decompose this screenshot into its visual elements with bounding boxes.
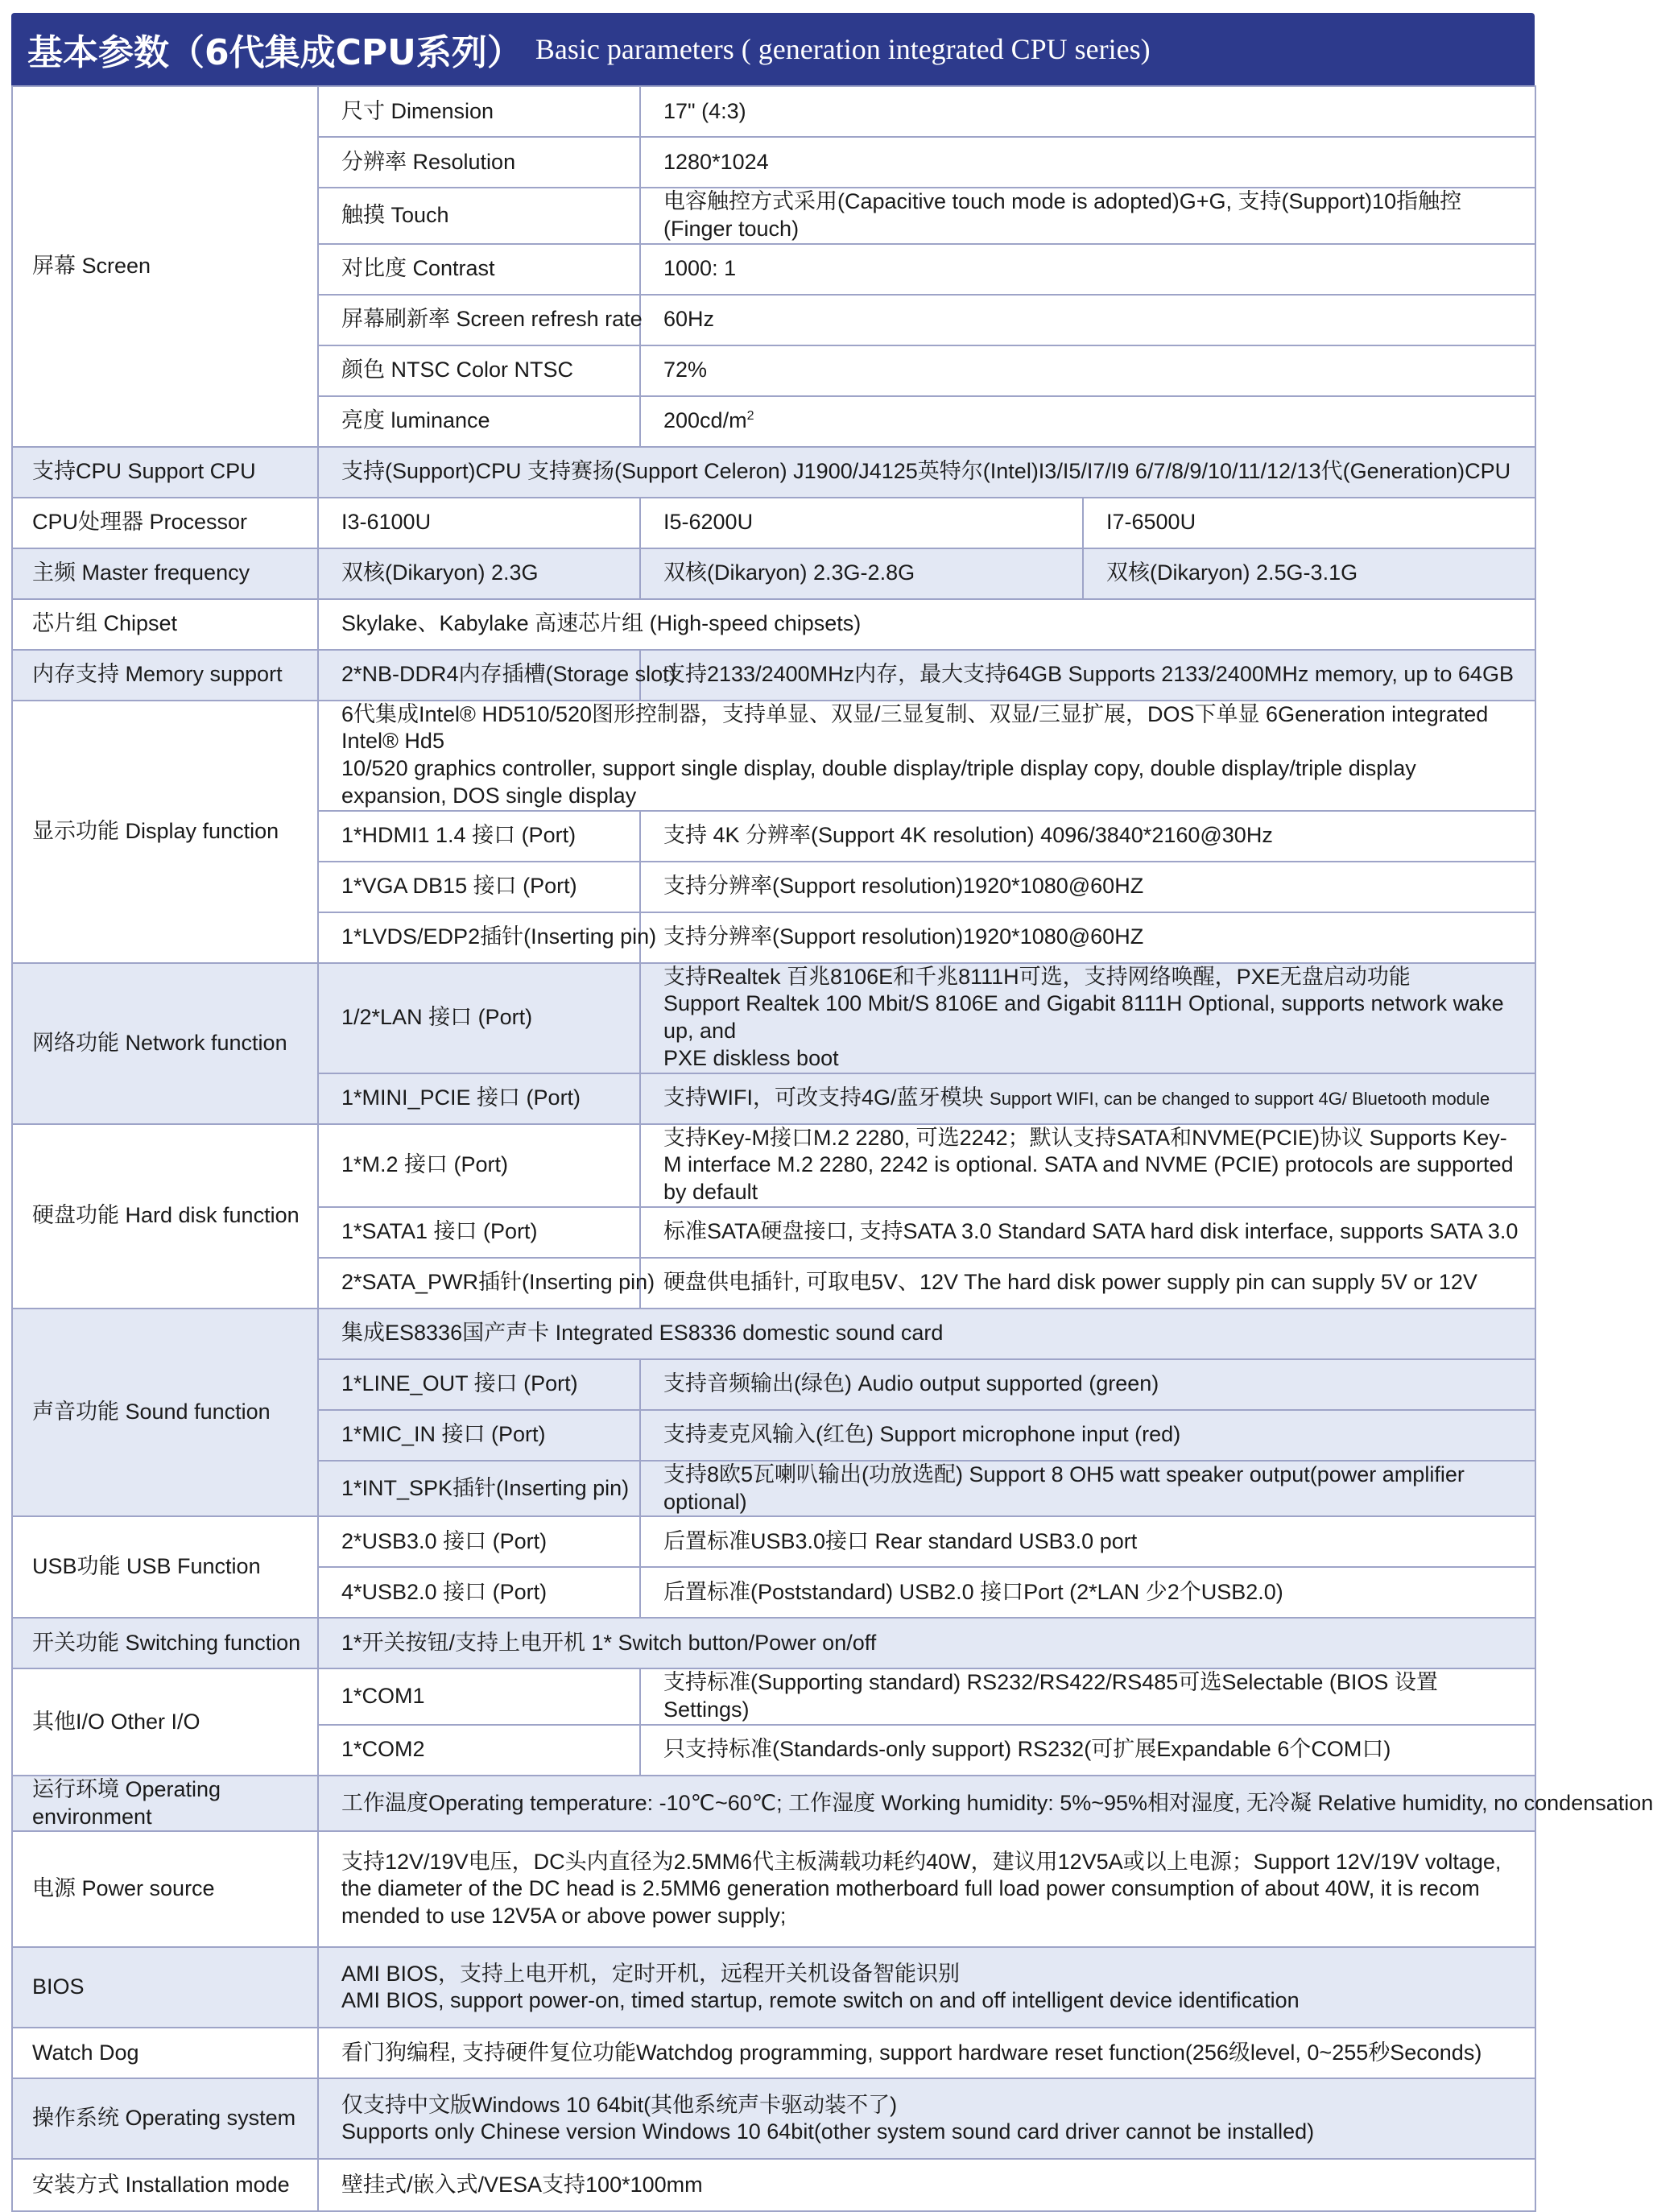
spk-value: 支持8欧5瓦喇叭输出(功放选配) Support 8 OH5 watt speaker output(power amplifier optional) bbox=[640, 1461, 1535, 1517]
sound-card: 集成ES8336国产声卡 Integrated ES8336 domestic sound card bbox=[318, 1309, 1535, 1359]
bios-value-line: AMI BIOS，支持上电开机，定时开机，远程开关机设备智能识别 bbox=[341, 1961, 961, 1986]
table-row bbox=[12, 2159, 1535, 2211]
table-row bbox=[12, 701, 1535, 811]
table-row bbox=[12, 1516, 1535, 1567]
display-summary bbox=[318, 701, 1535, 811]
usb2-value: 后置标准(Poststandard) USB2.0 接口Port (2*LAN 少2个USB2.0) bbox=[640, 1567, 1535, 1618]
usb2-label: 4*USB2.0 接口 (Port) bbox=[318, 1567, 640, 1618]
cpu-support-value: 支持(Support)CPU 支持赛扬(Support Celeron) J1900/J4125英特尔(Intel)I3/I5/I7/I9 6/7/8/9/10/11/12/13代(Generation)CPU bbox=[318, 447, 1535, 498]
vga-value: 支持分辨率(Support resolution)1920*1080@60HZ bbox=[640, 862, 1535, 912]
category-bios: BIOS bbox=[12, 1947, 318, 2028]
sata-label: 1*SATA1 接口 (Port) bbox=[318, 1207, 640, 1258]
vga-label: 1*VGA DB15 接口 (Port) bbox=[318, 862, 640, 912]
lan-value bbox=[640, 963, 1535, 1073]
lineout-label: 1*LINE_OUT 接口 (Port) bbox=[318, 1359, 640, 1410]
table-row bbox=[12, 599, 1535, 650]
lineout-value: 支持音频输出(绿色) Audio output supported (green) bbox=[640, 1359, 1535, 1410]
usb3-label: 2*USB3.0 接口 (Port) bbox=[318, 1516, 640, 1567]
processor-option: I5-6200U bbox=[640, 498, 1083, 548]
sata-value: 标准SATA硬盘接口, 支持SATA 3.0 Standard SATA hard disk interface, supports SATA 3.0 bbox=[640, 1207, 1535, 1258]
os-value-line: 仅支持中文版Windows 10 64bit(其他系统声卡驱动装不了) bbox=[341, 2092, 898, 2117]
memory-slot: 2*NB-DDR4内存插槽(Storage slot) bbox=[318, 650, 640, 701]
sata-pwr-label: 2*SATA_PWR插针(Inserting pin) bbox=[318, 1258, 640, 1309]
m2-label: 1*M.2 接口 (Port) bbox=[318, 1124, 640, 1207]
dimension-value: 17" (4:3) bbox=[640, 86, 1535, 137]
luminance-superscript: 2 bbox=[746, 409, 754, 424]
com2-value: 只支持标准(Standards-only support) RS232(可扩展Expandable 6个COM口) bbox=[640, 1725, 1535, 1776]
spec-sheet bbox=[11, 13, 1653, 2212]
touch-value: 电容触控方式采用(Capacitive touch mode is adopted)G+G, 支持(Support)10指触控(Finger touch) bbox=[640, 188, 1535, 244]
chipset-value: Skylake、Kabylake 高速芯片组 (High-speed chipsets) bbox=[318, 599, 1535, 650]
contrast-value: 1000: 1 bbox=[640, 244, 1535, 295]
dimension-label: 尺寸 Dimension bbox=[318, 86, 640, 137]
table-row bbox=[12, 1124, 1535, 1207]
table-row bbox=[12, 1947, 1535, 2028]
table-row bbox=[12, 548, 1535, 599]
color-value: 72% bbox=[640, 345, 1535, 396]
pcie-label: 1*MINI_PCIE 接口 (Port) bbox=[318, 1073, 640, 1124]
m2-value bbox=[640, 1124, 1535, 1207]
memory-value: 支持2133/2400MHz内存，最大支持64GB Supports 2133/2400MHz memory, up to 64GB bbox=[640, 650, 1535, 701]
hdmi-value: 支持 4K 分辨率(Support 4K resolution) 4096/3840*2160@30Hz bbox=[640, 811, 1535, 862]
category-power: 电源 Power source bbox=[12, 1831, 318, 1947]
table-row bbox=[12, 1776, 1535, 1832]
processor-option: I7-6500U bbox=[1083, 498, 1535, 548]
category-display: 显示功能 Display function bbox=[12, 701, 318, 963]
power-value-line: mended to use 12V5A or above power supply; bbox=[341, 1904, 787, 1929]
com1-label: 1*COM1 bbox=[318, 1668, 640, 1725]
display-summary-line: 10/520 graphics controller, support single display, double display/triple display copy, double display/triple display expansion, DOS single display bbox=[341, 756, 1416, 808]
category-screen: 屏幕 Screen bbox=[12, 86, 318, 447]
com1-value: 支持标准(Supporting standard) RS232/RS422/RS485可选Selectable (BIOS 设置Settings) bbox=[640, 1668, 1535, 1725]
category-installation: 安装方式 Installation mode bbox=[12, 2159, 318, 2211]
touch-label: 触摸 Touch bbox=[318, 188, 640, 244]
table-row bbox=[12, 1309, 1535, 1359]
table-row bbox=[12, 2028, 1535, 2078]
lan-value-line: 支持Realtek 百兆8106E和千兆8111H可选，支持网络唤醒，PXE无盘启动功能 bbox=[663, 964, 1411, 989]
usb3-value: 后置标准USB3.0接口 Rear standard USB3.0 port bbox=[640, 1516, 1535, 1567]
category-frequency: 主频 Master frequency bbox=[12, 548, 318, 599]
watchdog-value: 看门狗编程, 支持硬件复位功能Watchdog programming, support hardware reset function(256级level, 0~255秒Seconds) bbox=[318, 2028, 1535, 2078]
lan-value-line: Support Realtek 100 Mbit/S 8106E and Gigabit 8111H Optional, supports network wake up, and bbox=[663, 991, 1504, 1043]
m2-value-line: 支持Key-M接口M.2 2280, 可选2242；默认支持SATA和NVME(PCIE)协议 Supports Key- bbox=[663, 1125, 1507, 1150]
table-row bbox=[12, 1831, 1535, 1947]
table-row bbox=[12, 498, 1535, 548]
category-switching: 开关功能 Switching function bbox=[12, 1618, 318, 1668]
category-other-io: 其他I/O Other I/O bbox=[12, 1668, 318, 1776]
table-row bbox=[12, 1668, 1535, 1725]
refresh-value: 60Hz bbox=[640, 295, 1535, 345]
header-title-en: Basic parameters ( generation integrated CPU series) bbox=[535, 33, 1151, 65]
luminance-label: 亮度 luminance bbox=[318, 396, 640, 447]
category-environment: 运行环境 Operating environment bbox=[12, 1776, 318, 1832]
category-harddisk: 硬盘功能 Hard disk function bbox=[12, 1124, 318, 1309]
resolution-label: 分辨率 Resolution bbox=[318, 137, 640, 188]
switching-value: 1*开关按钮/支持上电开机 1* Switch button/Power on/off bbox=[318, 1618, 1535, 1668]
color-label: 颜色 NTSC Color NTSC bbox=[318, 345, 640, 396]
bios-value-line: AMI BIOS, support power-on, timed startup, remote switch on and off intelligent device identification bbox=[341, 1988, 1300, 2013]
power-value-line: 支持12V/19V电压，DC头内直径为2.5MM6代主板满载功耗约40W，建议用12V5A或以上电源；Support 12V/19V voltage, bbox=[341, 1849, 1502, 1874]
category-processor: CPU处理器 Processor bbox=[12, 498, 318, 548]
contrast-label: 对比度 Contrast bbox=[318, 244, 640, 295]
micin-label: 1*MIC_IN 接口 (Port) bbox=[318, 1410, 640, 1461]
spk-label: 1*INT_SPK插针(Inserting pin) bbox=[318, 1461, 640, 1517]
pcie-value-en: Support WIFI, can be changed to support 4G/ Bluetooth module bbox=[990, 1089, 1490, 1110]
micin-value: 支持麦克风输入(红色) Support microphone input (red) bbox=[640, 1410, 1535, 1461]
power-value-line: the diameter of the DC head is 2.5MM6 generation motherboard full load power consumption of about 40W, it is recom bbox=[341, 1876, 1480, 1901]
frequency-option: 双核(Dikaryon) 2.5G-3.1G bbox=[1083, 548, 1535, 599]
table-row bbox=[12, 963, 1535, 1073]
lan-value-line: PXE diskless boot bbox=[663, 1045, 839, 1070]
refresh-label: 屏幕刷新率 Screen refresh rate bbox=[318, 295, 640, 345]
category-cpu-support: 支持CPU Support CPU bbox=[12, 447, 318, 498]
os-value bbox=[318, 2078, 1535, 2159]
table-row bbox=[12, 447, 1535, 498]
category-chipset: 芯片组 Chipset bbox=[12, 599, 318, 650]
power-value bbox=[318, 1831, 1535, 1947]
processor-option: I3-6100U bbox=[318, 498, 640, 548]
installation-value: 壁挂式/嵌入式/VESA支持100*100mm bbox=[318, 2159, 1535, 2211]
resolution-value: 1280*1024 bbox=[640, 137, 1535, 188]
pcie-value-zh: 支持WIFI，可改支持4G/蓝牙模块 bbox=[663, 1085, 984, 1110]
table-row bbox=[12, 86, 1535, 137]
category-watchdog: Watch Dog bbox=[12, 2028, 318, 2078]
m2-value-line: M interface M.2 2280, 2242 is optional. SATA and NVME (PCIE) protocols are supported by default bbox=[663, 1152, 1514, 1204]
bios-value bbox=[318, 1947, 1535, 2028]
header-bar bbox=[11, 13, 1535, 85]
luminance-value bbox=[640, 396, 1535, 447]
sata-pwr-value: 硬盘供电插针, 可取电5V、12V The hard disk power supply pin can supply 5V or 12V bbox=[640, 1258, 1535, 1309]
pcie-value bbox=[640, 1073, 1535, 1124]
table-row bbox=[12, 650, 1535, 701]
header-title-zh: 基本参数（6代集成CPU系列） bbox=[27, 32, 523, 73]
lan-label: 1/2*LAN 接口 (Port) bbox=[318, 963, 640, 1073]
category-usb: USB功能 USB Function bbox=[12, 1516, 318, 1618]
spec-table bbox=[11, 85, 1653, 2212]
category-sound: 声音功能 Sound function bbox=[12, 1309, 318, 1517]
os-value-line: Supports only Chinese version Windows 10 64bit(other system sound card driver cannot be installed) bbox=[341, 2119, 1315, 2144]
frequency-option: 双核(Dikaryon) 2.3G-2.8G bbox=[640, 548, 1083, 599]
frequency-option: 双核(Dikaryon) 2.3G bbox=[318, 548, 640, 599]
category-network: 网络功能 Network function bbox=[12, 963, 318, 1124]
lvds-value: 支持分辨率(Support resolution)1920*1080@60HZ bbox=[640, 912, 1535, 963]
display-summary-line: 6代集成Intel® HD510/520图形控制器，支持单显、双显/三显复制、双显/三显扩展，DOS下单显 6Generation integrated Intel® Hd5 bbox=[341, 701, 1489, 754]
table-row bbox=[12, 1618, 1535, 1668]
luminance-number: 200cd/m bbox=[663, 408, 747, 433]
hdmi-label: 1*HDMI1 1.4 接口 (Port) bbox=[318, 811, 640, 862]
table-row bbox=[12, 2078, 1535, 2159]
category-os: 操作系统 Operating system bbox=[12, 2078, 318, 2159]
category-memory: 内存支持 Memory support bbox=[12, 650, 318, 701]
com2-label: 1*COM2 bbox=[318, 1725, 640, 1776]
environment-value: 工作温度Operating temperature: -10℃~60℃; 工作湿度 Working humidity: 5%~95%相对湿度, 无冷凝 Relative humidity, no condensation bbox=[318, 1776, 1535, 1832]
lvds-label: 1*LVDS/EDP2插针(Inserting pin) bbox=[318, 912, 640, 963]
